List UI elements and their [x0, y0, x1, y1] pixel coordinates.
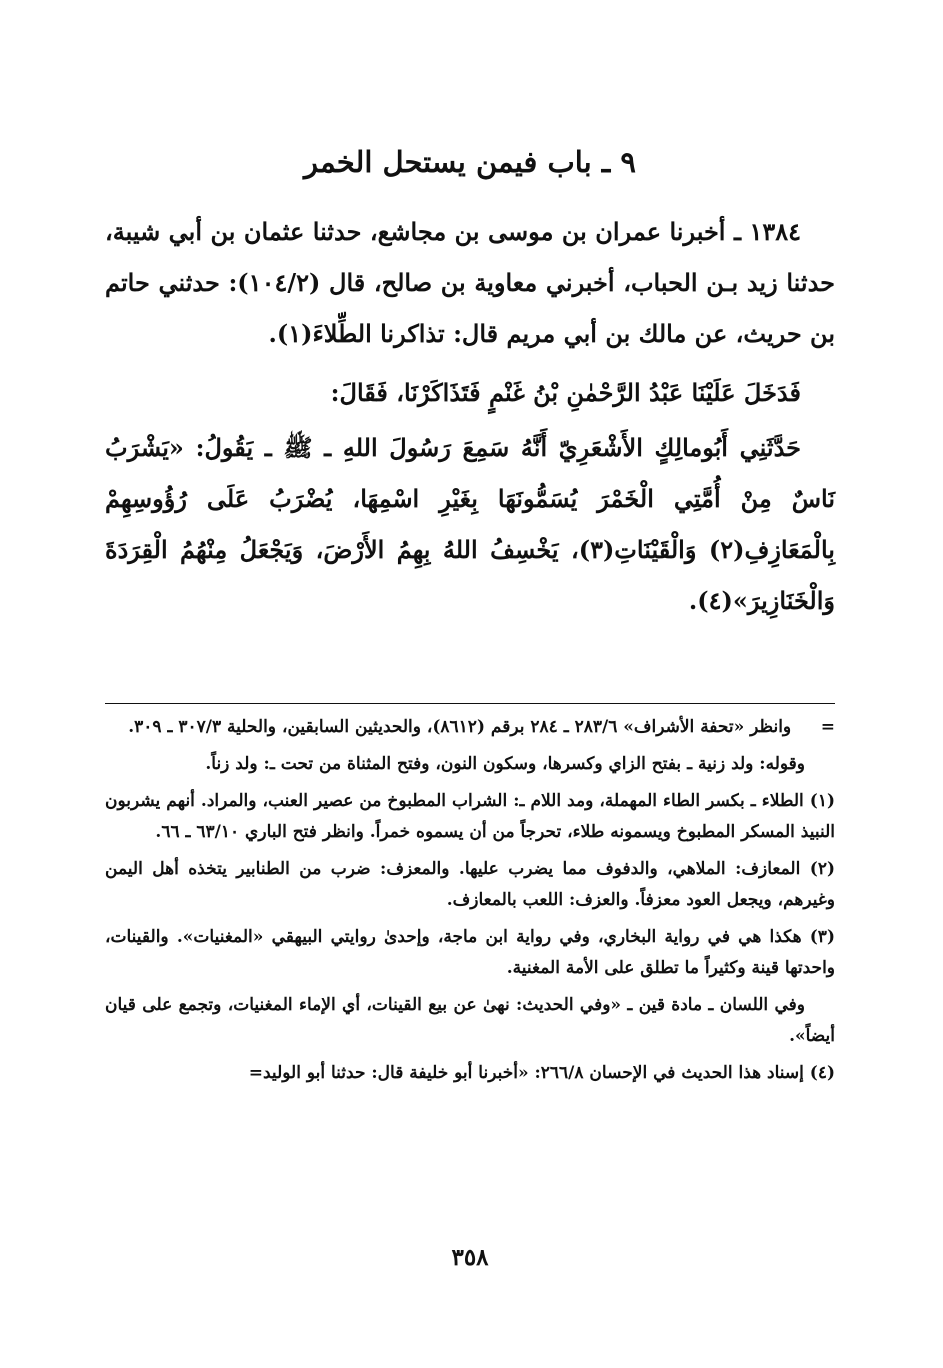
isnad-paragraph — [105, 206, 835, 359]
footnote-line: (٢) المعازف: الملاهي، والدفوف مما يضرب عليها. والمعزف: ضرب من الطنابير — [236, 859, 835, 879]
footnote-divider — [105, 703, 835, 704]
matn-line: حَدَّثَنِي أَبُومالِكٍ الأَشْعَرِيّ أَنَّهُ سَمِعَ رَسُولَ اللهِ ـ ﷺ ـ يَقُولُ: — [195, 433, 802, 462]
footnote-line: (٤) إسناد هذا الحديث في الإحسان ٢٦٦/٨: «أخبرنا أبو خليفة قال: حدثنا أبو الوليد= — [248, 1063, 835, 1083]
footnote-continuation — [105, 712, 835, 743]
isnad-line: أبي شيبة، حدثنا زيد بـن الحباب، أخبرني معاوية بن صالح، قال — [105, 217, 836, 297]
footnote-2 — [105, 854, 835, 916]
footnote-continuation-2 — [105, 749, 835, 780]
footnote-3-continued — [105, 990, 835, 1052]
chapter-title: ٩ ـ باب فيمن يستحل الخمر — [304, 145, 636, 179]
footnote-4 — [105, 1058, 835, 1089]
matn-line: «يَشْرَبُ نَاسٌ مِنْ أُمَّتِي الْخَمْرَ يُسَمُّونَهَا بِغَيْرِ اسْمِهَا، يُضْرَبُ عَلَى — [105, 433, 835, 513]
page-number: ٣٥٨ — [451, 1244, 489, 1271]
footnote-1 — [105, 786, 835, 848]
continuation-marker: = — [820, 717, 835, 737]
footnote-line: خمراً. وانظر فتح الباري ٦٣/١٠ ـ ٦٦. — [155, 822, 411, 842]
footnote-line: ولد زناً. — [205, 754, 258, 774]
footnote-line: والمراد. أنهم يشربون النبيذ المسكر المطبوخ ويسمونه طلاء، تحرجاً من أن يسموه — [105, 791, 835, 842]
footnote-line: يتخذه أهل اليمن وغيرهم، ويجعل العود معزفاً. والعزف: اللعب بالمعازف. — [105, 859, 835, 910]
footnote-line: وانظر «تحفة الأشراف» ٢٨٣/٦ ـ ٢٨٤ برقم (٨٦١٢)، والحديثين السابقين، — [281, 717, 792, 737]
footnote-line: (٣) هكذا هي في رواية البخاري، وفي رواية ابن ماجة، وإحدىٰ روايتي البيهقي — [271, 927, 835, 947]
isnad-line: ١٣٨٤ ـ أخبرنا عمران بن موسى بن مجاشع، حدثنا عثمان بن — [210, 217, 801, 246]
footnotes — [105, 712, 835, 1095]
footnote-line: المغنيات، وتجمع على قيان أيضاً». — [105, 995, 835, 1046]
matn-paragraph — [105, 422, 835, 626]
footnote-3 — [105, 922, 835, 984]
narration-paragraph: فَدَخَلَ عَلَيْنَا عَبْدُ الرَّحْمٰنِ بْنُ غَنْمٍ فَتَذَاكَرْنَا، فَقَالَ: — [330, 378, 801, 407]
footnote-line: (١) الطلاء ـ بكسر الطاء المهملة، ومد اللام ـ: الشراب المطبوخ من عصير العنب، — [262, 791, 836, 811]
isnad-line: تذاكرنا الطِّلاءَ(١). — [268, 319, 445, 348]
matn-line: مِنْهُمُ الْقِرَدَةَ وَالْخَنَازِيرَ»(٤). — [105, 535, 835, 615]
isnad-line: (١٠٤/٢): حدثني حاتم بن حريث، عن مالك بن أبي مريم قال: — [105, 268, 835, 348]
footnote-line: «المغنيات». والقينات، واحدتها قينة وكثيراً ما تطلق على الأمة المغنية. — [105, 927, 835, 978]
hadith-text — [105, 206, 835, 626]
footnote-line: وفي اللسان ـ مادة قين ـ «وفي الحديث: نهىٰ عن بيع القينات، أي الإماء — [298, 995, 806, 1015]
footnote-line: والحلية ٣٠٧/٣ ـ ٣٠٩. — [128, 717, 277, 737]
matn-line: رُؤُوسِهِمْ بِالْمَعَازِفِ(٢) وَالْقَيْنَاتِ(٣)، يَخْسِفُ اللهُ بِهِمُ الأَرْضَ، وَيَجْعَلُ — [105, 484, 835, 564]
footnote-line: وقوله: ولد زنية ـ بفتح الزاي وكسرها، وسكون النون، وفتح المثناة من تحت ـ: — [263, 754, 805, 774]
